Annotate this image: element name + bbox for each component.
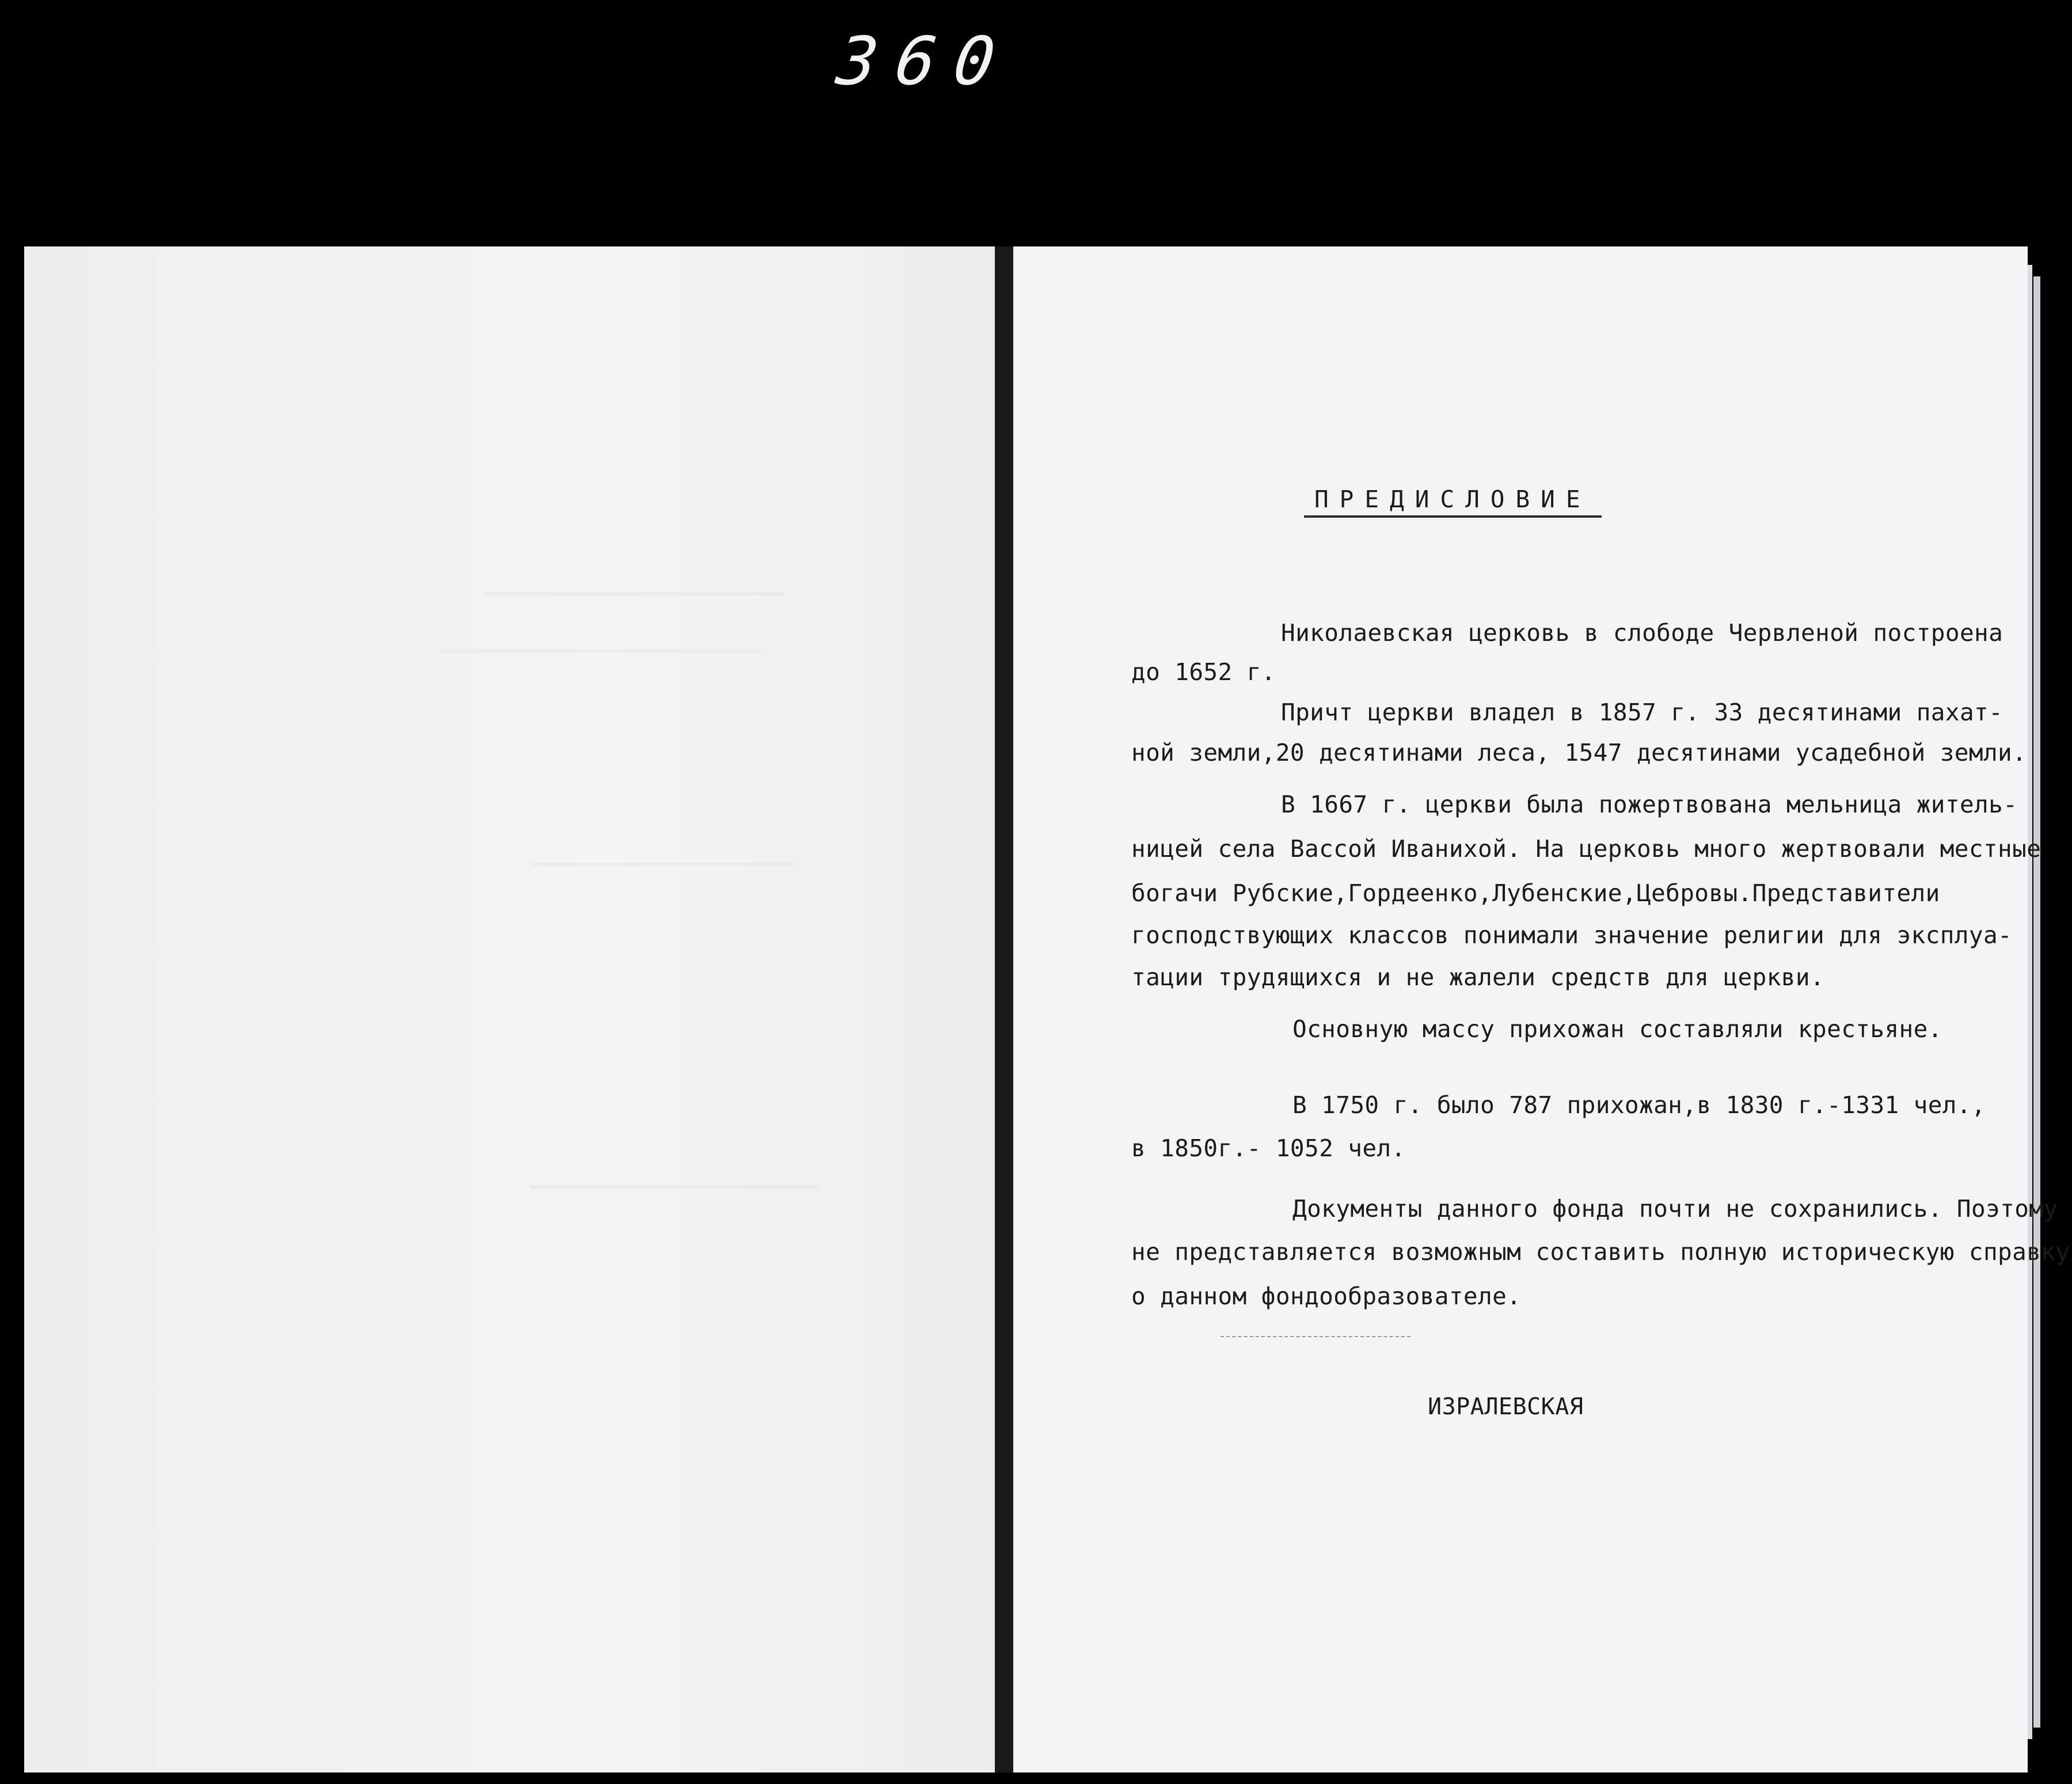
text-line: ной земли,20 десятинами леса, 1547 десятинами усадебной земли. <box>1131 739 2027 766</box>
document-title: ПРЕДИСЛОВИЕ <box>1304 485 1602 518</box>
text-line: не представляется возможным составить полную историческую справку <box>1131 1238 2070 1266</box>
bleed-through-mark <box>531 1185 819 1189</box>
text-line: ницей села Вассой Иванихой. На церковь много жертвовали местные <box>1131 835 2041 863</box>
text-line: в 1850г.- 1052 чел. <box>1131 1134 1406 1162</box>
text-line: Причт церкви владел в 1857 г. 33 десятинами пахат- <box>1281 699 2003 726</box>
text-line: Николаевская церковь в слободе Червленой построена <box>1281 619 2003 647</box>
text-line: до 1652 г. <box>1131 658 1276 686</box>
separator-line <box>1221 1336 1411 1337</box>
book-gutter <box>995 246 1013 1772</box>
text-line: Документы данного фонда почти не сохранились. Поэтому <box>1292 1195 2058 1223</box>
frame-number: 360 <box>832 23 1018 100</box>
text-line: богачи Рубские,Гордеенко,Лубенские,Цебровы.Представители <box>1131 879 1940 907</box>
text-line: В 1667 г. церкви была пожертвована мельница житель- <box>1281 791 2018 818</box>
right-page <box>1013 246 2028 1772</box>
signature: ИЗРАЛЕВСКАЯ <box>1428 1394 1584 1420</box>
page-edge <box>2033 276 2040 1728</box>
text-line: господствующих классов понимали значение религии для эксплуа- <box>1131 921 2013 949</box>
text-line: тации трудящихся и не жалели средств для церкви. <box>1131 963 1825 991</box>
bleed-through-mark <box>531 863 796 866</box>
text-line: о данном фондообразователе. <box>1131 1282 1522 1310</box>
text-line: Основную массу прихожан составляли крестьяне. <box>1292 1015 1942 1043</box>
bleed-through-mark <box>439 650 761 653</box>
bleed-through-mark <box>485 592 784 595</box>
left-page-blank <box>24 246 995 1772</box>
text-line: В 1750 г. было 787 прихожан,в 1830 г.-1331 чел., <box>1292 1091 1986 1119</box>
